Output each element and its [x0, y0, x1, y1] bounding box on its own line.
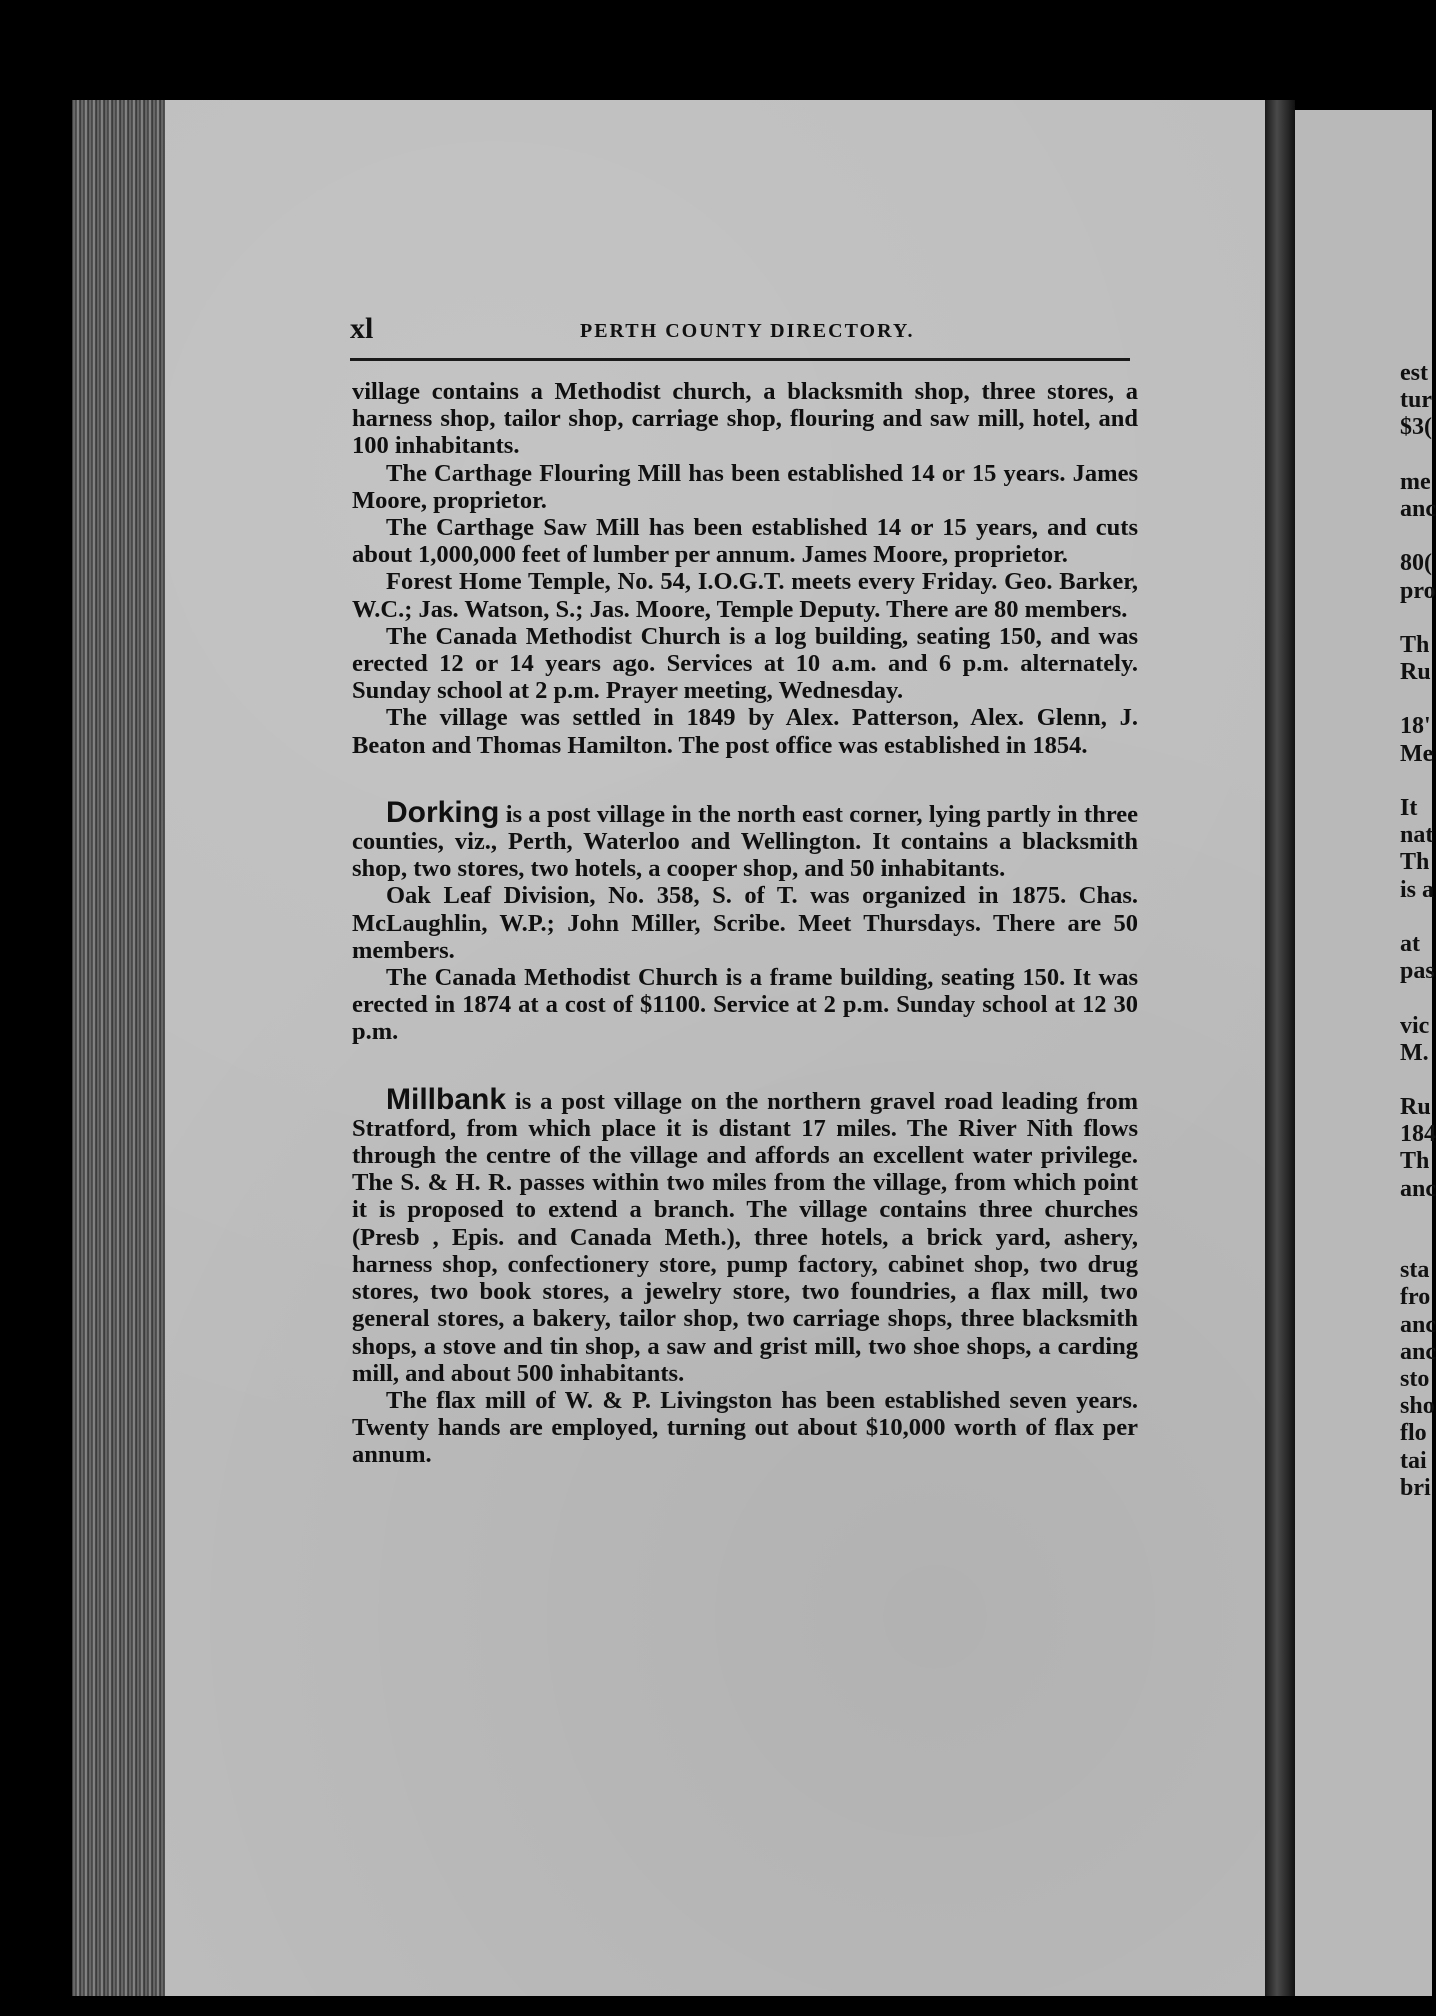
header-rule [350, 358, 1130, 361]
millbank-entry [352, 1082, 1138, 1387]
right-page-fragment: Th [1400, 1148, 1430, 1175]
right-page-fragment: Th [1400, 849, 1430, 876]
right-page-fragment: anc [1400, 495, 1436, 522]
right-page-fragment: at [1400, 930, 1420, 957]
paragraph: Forest Home Temple, No. 54, I.O.G.T. meets every Friday. Geo. Barker, W.C.; Jas. Watson, S.; Jas. Moore, Temple Deputy. There are 80 members. [352, 568, 1138, 623]
right-page-fragment: 80( [1400, 550, 1432, 577]
right-page-fragment: anc [1400, 1338, 1436, 1365]
book-page-edges [72, 100, 167, 1996]
right-page-fragment [1400, 1067, 1432, 1094]
paragraph: The Canada Methodist Church is a frame building, seating 150. It was erected in 1874 at a cost of $1100. Service at 2 p.m. Sunday school at 12 30 p.m. [352, 964, 1138, 1046]
millbank-intro: is a post village on the northern gravel road leading from Stratford, from which place it is distant 17 miles. The River Nith flows through the centre of the village and affords an excellent water privilege. The S. & H. R. passes within two miles from the village, from which point it is proposed to extend a branch. The village contains three churches (Presb , Epis. and Canada Meth.), three hotels, a brick yard, ashery, harness shop, confectionery store, pump factory, cabinet shop, two drug stores, two book stores, a jewelry store, two foundries, a flax mill, two general stores, a bakery, tailor shop, two carriage shops, three blacksmith shops, a stove and tin shop, a saw and grist mill, two shoe shops, a carding mill, and about 500 inhabitants. [352, 1087, 1138, 1387]
right-page-fragment: It [1400, 795, 1418, 821]
book-gutter [1265, 100, 1295, 1996]
right-page-fragment: flo [1400, 1420, 1427, 1447]
paragraph: Oak Leaf Division, No. 358, S. of T. was organized in 1875. Chas. McLaughlin, W.P.; John Miller, Scribe. Meet Thursdays. There are 50 members. [352, 882, 1138, 964]
right-page-fragment: Ru [1400, 1094, 1431, 1121]
right-page-fragment: vic [1400, 1012, 1430, 1039]
right-page-fragment: bri [1400, 1474, 1431, 1501]
right-page-fragment: nat [1400, 822, 1434, 849]
right-page-fragment [1400, 442, 1432, 469]
right-page-fragment: me [1400, 468, 1431, 495]
right-page-fragment: 18' [1400, 713, 1431, 740]
right-page-fragment: pro [1400, 577, 1436, 604]
right-page-fragment: Me [1400, 740, 1434, 767]
paragraph: The Canada Methodist Church is a log building, seating 150, and was erected 12 or 14 years ago. Services at 10 a.m. and 6 p.m. alternately. Sunday school at 2 p.m. Prayer meeting, Wednesday. [352, 622, 1138, 705]
right-page-fragment: $3( [1400, 414, 1432, 441]
right-page-fragment: tai [1400, 1447, 1427, 1474]
paragraph: The Carthage Flouring Mill has been established 14 or 15 years. James Moore, proprietor. [352, 459, 1138, 514]
directory-text [352, 378, 1138, 1469]
right-page-fragment [1400, 686, 1432, 713]
right-page-fragment: est [1400, 360, 1428, 386]
dorking-entry [352, 795, 1138, 883]
paragraph: The village was settled in 1849 by Alex. Patterson, Alex. Glenn, J. Beaton and Thomas Hamilton. The post office was established in 1854. [352, 704, 1138, 759]
right-page-fragment: 184 [1400, 1121, 1436, 1148]
paragraph: The flax mill of W. & P. Livingston has been established seven years. Twenty hands are employed, turning out about $10,000 worth of flax per annum. [352, 1386, 1138, 1469]
running-head: PERTH COUNTY DIRECTORY. [580, 320, 915, 342]
paragraph: The Carthage Saw Mill has been established 14 or 15 years, and cuts about 1,000,000 feet of lumber per annum. James Moore, proprietor. [352, 514, 1138, 569]
right-page-fragment [1400, 904, 1432, 931]
right-page-fragment: fro [1400, 1284, 1431, 1311]
right-page-fragment: sho [1400, 1393, 1435, 1420]
paragraph: village contains a Methodist church, a blacksmith shop, three stores, a harness shop, tailor shop, carriage shop, flouring and saw mill, hotel, and 100 inhabitants. [352, 378, 1138, 460]
right-page-fragments [1400, 360, 1436, 1502]
right-page-fragment [1400, 605, 1432, 632]
right-page-fragment: sto [1400, 1365, 1430, 1392]
right-page-fragment: Th [1400, 631, 1430, 658]
right-page-fragment: tur [1400, 387, 1432, 414]
right-page-fragment [1400, 1230, 1432, 1257]
right-page-fragment: anc [1400, 1311, 1436, 1338]
place-name-dorking: Dorking [386, 795, 500, 829]
right-page-fragment: sta [1400, 1257, 1430, 1284]
right-page-fragment: pas [1400, 958, 1435, 985]
right-page-fragment: anc [1400, 1175, 1436, 1202]
right-page-fragment: M. [1400, 1039, 1429, 1066]
right-page-fragment [1400, 523, 1432, 550]
dorking-intro: is a post village in the north east corner, lying partly in three counties, viz., Perth, Waterloo and Wellington. It contains a blacksmith shop, two stores, two hotels, a cooper shop, and 50 inhabitants. [352, 800, 1138, 883]
right-page-fragment [1400, 985, 1432, 1012]
right-page-fragment: is a [1400, 876, 1435, 903]
right-page-fragment [1400, 768, 1432, 795]
right-page-fragment: Ru [1400, 659, 1431, 686]
page-header [350, 312, 1130, 352]
page-number: xl [350, 312, 374, 345]
place-name-millbank: Millbank [386, 1082, 507, 1116]
right-page-fragment [1400, 1203, 1432, 1230]
